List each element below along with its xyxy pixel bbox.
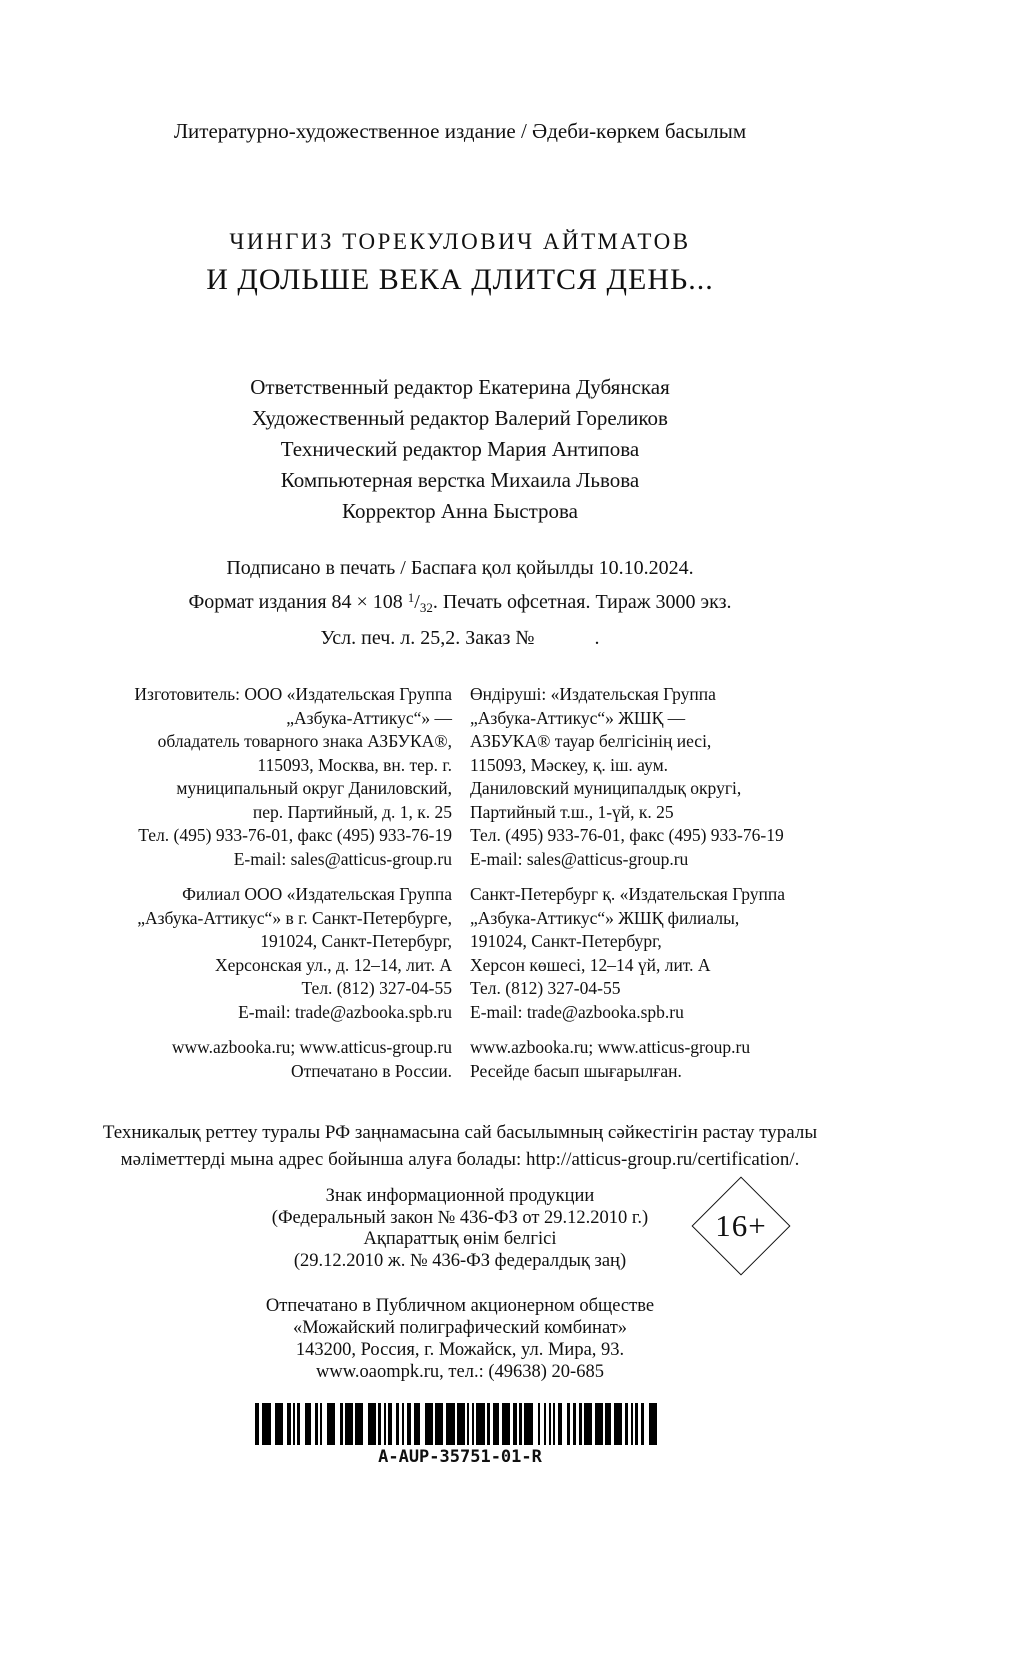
printed-at-line: Отпечатано в Публичном акционерном обществе xyxy=(265,1296,655,1316)
printed-at-line: 143200, Россия, г. Можайск, ул. Мира, 93. xyxy=(295,1340,625,1360)
info-product-line: Ақпараттық өнім белгісі xyxy=(363,1229,557,1249)
certification-line: мәліметтерді мына адрес бойынша алуға болады: http://atticus-group.ru/certification/. xyxy=(120,1149,800,1170)
column-line: обладатель товарного знака АЗБУКА®, xyxy=(157,731,452,751)
column-line: 191024, Санкт-Петербург, xyxy=(260,931,452,951)
barcode-bar xyxy=(457,1403,465,1445)
barcode-gap xyxy=(657,1403,660,1445)
manufacturer-left-column xyxy=(100,683,452,1083)
credit-line: Художественный редактор Валерий Гореликов xyxy=(252,406,668,430)
column-line: Изготовитель: ООО «Издательская Группа xyxy=(134,684,452,704)
branch-ru-block xyxy=(100,883,452,1024)
barcode-bar xyxy=(649,1403,657,1445)
column-line: „Азбука-Аттикус“» ЖШҚ филиалы, xyxy=(470,907,740,928)
book-title: И ДОЛЬШЕ ВЕКА ДЛИТСЯ ДЕНЬ... xyxy=(206,263,714,296)
column-line: www.azbooka.ru; www.atticus-group.ru xyxy=(171,1037,452,1057)
column-line: Тел. (495) 933-76-01, факс (495) 933-76-19 xyxy=(470,825,784,845)
credit-line: Корректор Анна Быстрова xyxy=(342,499,578,523)
barcode-bar xyxy=(262,1403,271,1445)
printed-at-block xyxy=(0,1295,920,1383)
info-product-block xyxy=(0,1186,920,1272)
column-line: муниципальный округ Даниловский, xyxy=(176,778,452,798)
barcode-bar xyxy=(446,1403,455,1445)
websites-ru-block xyxy=(100,1036,452,1083)
credit-line: Компьютерная верстка Михаила Львова xyxy=(280,468,640,492)
websites-kz-block xyxy=(470,1036,900,1083)
manufacturer-right-column xyxy=(470,683,900,1083)
column-line: „Азбука-Аттикус“» в г. Санкт-Петербурге, xyxy=(137,907,452,928)
format-fraction-denominator: 32 xyxy=(419,600,433,615)
author-name: ЧИНГИЗ ТОРЕКУЛОВИЧ АЙТМАТОВ xyxy=(229,229,691,254)
barcode-bar xyxy=(368,1403,376,1445)
barcode-bar xyxy=(435,1403,443,1445)
column-line: Отпечатано в России. xyxy=(291,1060,452,1081)
column-line: 115093, Мәскеу, қ. іш. аум. xyxy=(470,754,669,775)
info-product-line: (29.12.2010 ж. № 436-ФЗ федералдық заң) xyxy=(293,1250,627,1271)
column-line: „Азбука-Аттикус“» — xyxy=(286,707,452,728)
barcode-bar xyxy=(425,1403,433,1445)
column-line: E-mail: sales@atticus-group.ru xyxy=(233,848,452,869)
signed-to-print-line: Подписано в печать / Баспаға қол қойылды 10.10.2024. xyxy=(226,557,694,579)
column-line: E-mail: trade@azbooka.spb.ru xyxy=(238,1001,452,1022)
column-line: 115093, Москва, вн. тер. г. xyxy=(257,754,452,775)
barcode-bar xyxy=(476,1403,485,1445)
column-line: Даниловский муниципалдық округі, xyxy=(470,778,742,798)
print-info-block xyxy=(0,553,920,653)
info-product-line: (Федеральный закон № 436-ФЗ от 29.12.2010 г.) xyxy=(271,1207,649,1228)
column-line: „Азбука-Аттикус“» ЖШҚ — xyxy=(470,707,686,728)
column-line: пер. Партийный, д. 1, к. 25 xyxy=(252,801,452,822)
column-line: Херсонская ул., д. 12–14, лит. А xyxy=(214,954,452,975)
order-line: Усл. печ. л. 25,2. Заказ № . xyxy=(320,627,600,649)
barcode-bar xyxy=(595,1403,603,1445)
barcode-bars xyxy=(255,1403,665,1445)
format-line-prefix: Формат издания 84 × 108 xyxy=(188,591,408,613)
column-line: Херсон көшесі, 12–14 үй, лит. А xyxy=(470,954,711,975)
column-line: Өндіруші: «Издательская Группа xyxy=(470,684,716,704)
credit-line: Технический редактор Мария Антипова xyxy=(280,437,640,461)
barcode-bar xyxy=(275,1403,283,1445)
certification-line: Техникалық реттеу туралы РФ заңнамасына сай басылымның сәйкестігін растау туралы xyxy=(102,1122,818,1143)
format-line-suffix: . Печать офсетная. Тираж 3000 экз. xyxy=(432,591,732,613)
column-line: Тел. (495) 933-76-01, факс (495) 933-76-19 xyxy=(138,825,452,845)
column-line: Тел. (812) 327-04-55 xyxy=(470,978,621,998)
edition-line: Литературно-художественное издание / Әдеби-көркем басылым xyxy=(173,119,747,143)
column-line: Филиал ООО «Издательская Группа xyxy=(182,884,452,904)
manufacturer-columns xyxy=(100,683,900,1083)
format-fraction-numerator: 1 xyxy=(407,590,415,605)
manufacturer-ru-block xyxy=(100,683,452,871)
barcode-bar xyxy=(502,1403,510,1445)
column-line: E-mail: trade@azbooka.spb.ru xyxy=(470,1001,684,1022)
age-rating-label: 16+ xyxy=(715,1208,767,1244)
barcode-label: A-AUP-35751-01-R xyxy=(378,1447,542,1467)
barcode-bar xyxy=(345,1403,353,1445)
barcode-bar xyxy=(327,1403,335,1445)
printed-at-line: www.oaompk.ru, тел.: (49638) 20-685 xyxy=(316,1362,604,1382)
column-line: 191024, Санкт-Петербург, xyxy=(470,931,662,951)
column-line: E-mail: sales@atticus-group.ru xyxy=(470,848,689,869)
printed-at-line: «Можайский полиграфический комбинат» xyxy=(292,1318,628,1338)
barcode-bar xyxy=(584,1403,592,1445)
credits-block xyxy=(0,372,920,527)
column-line: www.azbooka.ru; www.atticus-group.ru xyxy=(470,1037,751,1057)
format-fraction-slash: / xyxy=(414,591,420,613)
barcode-bar xyxy=(524,1403,533,1445)
column-line: АЗБУКА® тауар белгісінің иесі, xyxy=(470,731,712,751)
barcode xyxy=(0,1403,920,1467)
branch-kz-block xyxy=(470,883,900,1024)
column-line: Тел. (812) 327-04-55 xyxy=(301,978,452,998)
manufacturer-kz-block xyxy=(470,683,900,871)
column-line: Ресейде басып шығарылған. xyxy=(470,1060,682,1081)
barcode-bar xyxy=(355,1403,363,1445)
credit-line: Ответственный редактор Екатерина Дубянская xyxy=(250,375,670,399)
barcode-bar xyxy=(614,1403,622,1445)
column-line: Партийный т.ш., 1-үй, к. 25 xyxy=(470,801,674,822)
certification-note xyxy=(0,1119,920,1173)
format-line xyxy=(0,583,920,623)
info-product-line: Знак информационной продукции xyxy=(325,1186,595,1206)
column-line: Санкт-Петербург қ. «Издательская Группа xyxy=(470,884,785,904)
